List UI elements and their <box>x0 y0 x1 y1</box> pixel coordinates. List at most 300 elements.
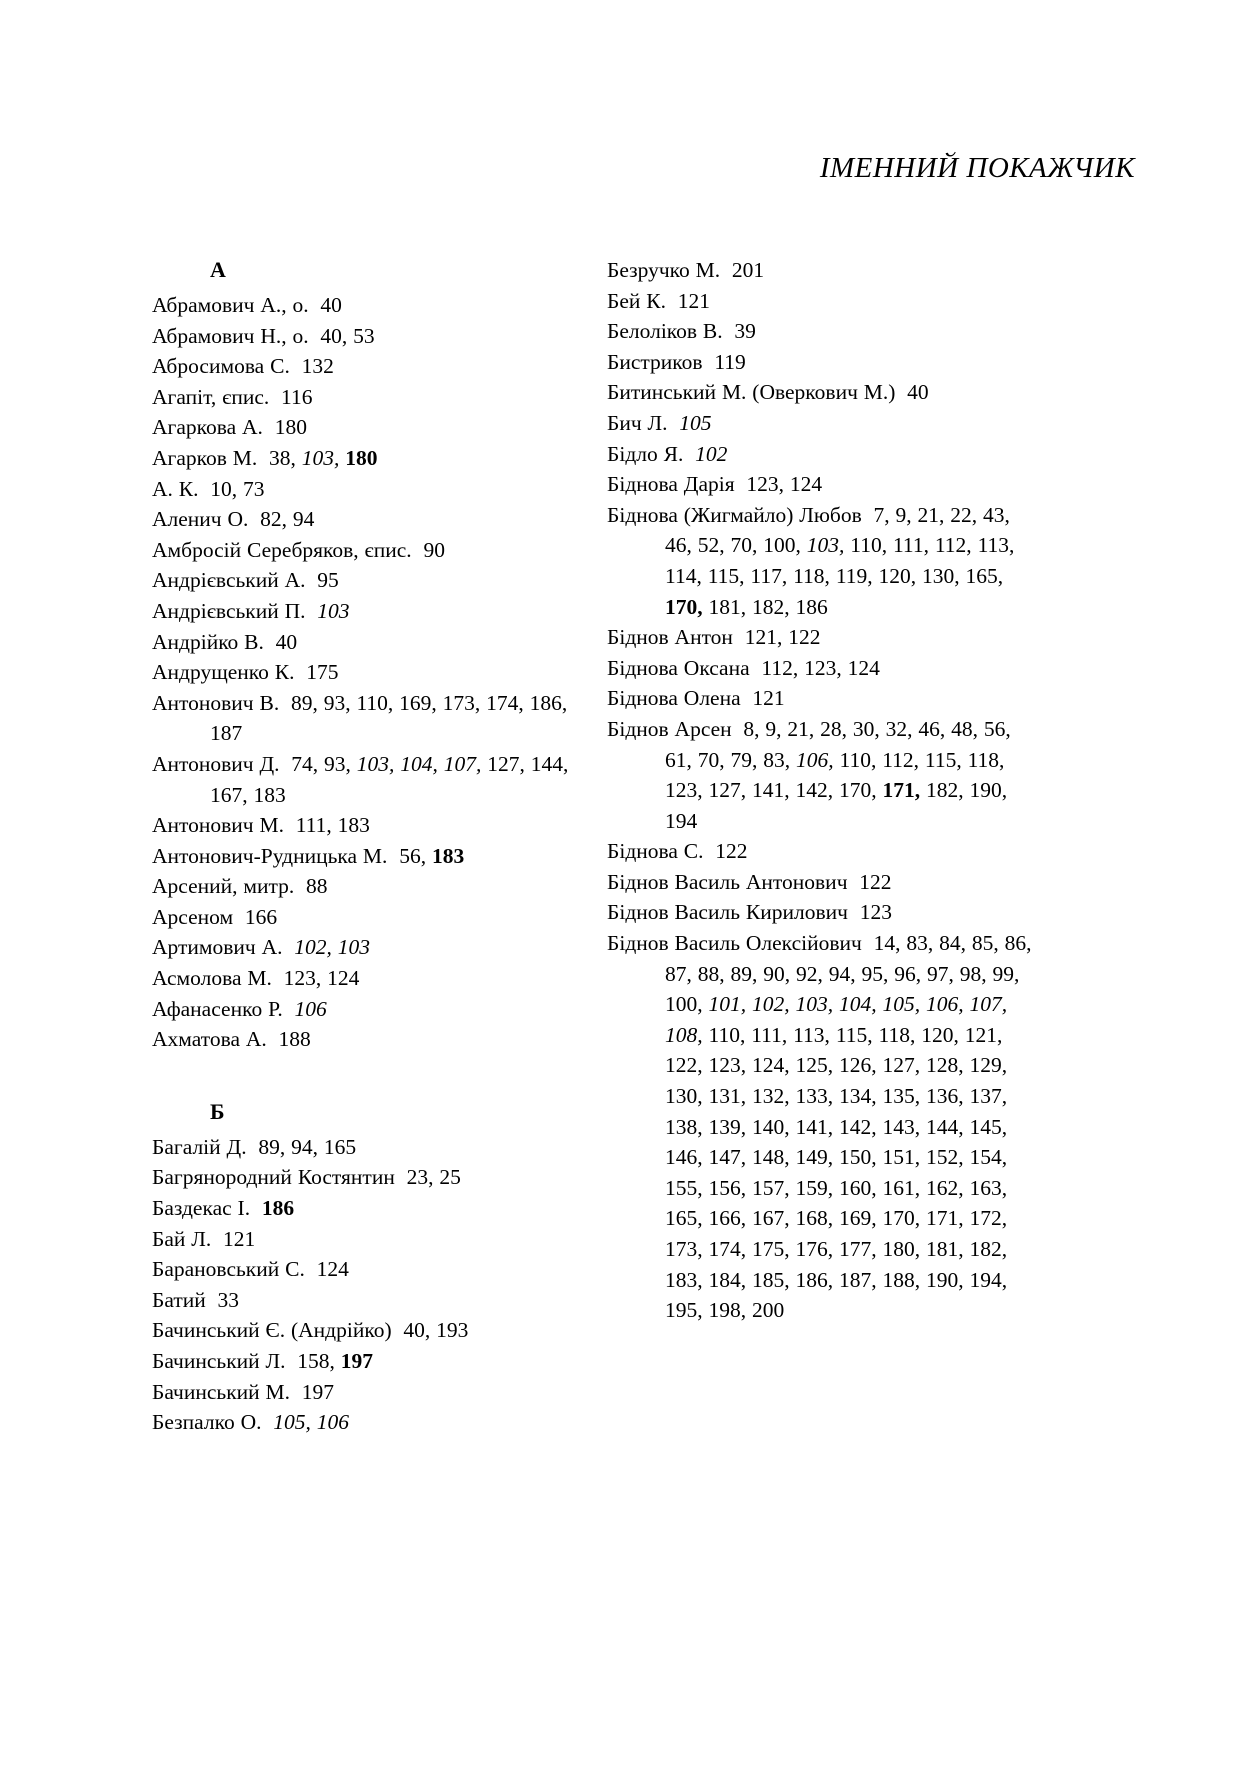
index-entry-references <box>296 813 370 837</box>
page-reference: 139, <box>708 1114 747 1139</box>
page-reference: 103 <box>317 598 350 623</box>
page-reference: 138, <box>665 1114 703 1139</box>
page-reference: 40 <box>275 629 298 654</box>
page-reference: 143, <box>882 1114 921 1139</box>
page-reference: 194, <box>969 1267 1008 1292</box>
index-entry-name: Біднова Оксана <box>607 655 750 680</box>
index-entry-name: Бистриков <box>607 349 703 374</box>
page-reference: 180 <box>274 415 307 440</box>
index-entry <box>152 871 582 902</box>
index-entry <box>152 902 582 933</box>
page-reference: 83, <box>763 747 791 772</box>
index-entry <box>152 596 582 627</box>
page-reference: 126, <box>839 1053 877 1078</box>
page-reference: 167, <box>210 782 248 807</box>
index-entry-name: Барановський С. <box>152 1257 305 1282</box>
index-entry <box>152 994 582 1025</box>
index-entry-references <box>281 385 312 409</box>
index-entry-references <box>679 411 711 435</box>
index-entry-name: Ахматова А. <box>152 1027 267 1052</box>
page-reference: 99, <box>992 961 1020 986</box>
index-entry-name: Бачинський Л. <box>152 1349 286 1373</box>
page-reference: 152, <box>926 1145 964 1170</box>
page-reference: 79, <box>730 747 758 772</box>
page-reference: 22, <box>950 502 978 527</box>
index-entry <box>607 286 1037 317</box>
page-reference: 160, <box>839 1175 877 1200</box>
page-reference: 124, <box>752 1053 790 1078</box>
index-entry <box>152 443 582 474</box>
page-reference: 74, <box>291 751 319 776</box>
page-reference: 21, <box>787 716 815 741</box>
page-reference: 119 <box>714 349 746 374</box>
index-entry-name: Андрієвський П. <box>152 598 306 623</box>
page-reference: 197 <box>340 1349 373 1373</box>
page-reference: 125, <box>795 1053 834 1078</box>
index-entry-references <box>276 630 298 654</box>
index-entry-name: Безпалко О. <box>152 1410 262 1435</box>
index-entry-name: Артимович А. <box>152 935 283 960</box>
index-entry-name: Арсений, митр. <box>152 874 295 899</box>
page-reference: 148, <box>752 1145 790 1170</box>
index-entry <box>152 535 582 566</box>
page-reference: 103, <box>806 533 845 558</box>
index-entry-name: Бідло Я. <box>607 441 684 466</box>
page-reference: 144, <box>926 1114 964 1139</box>
page-reference: 40 <box>320 293 342 317</box>
page-reference: 144, <box>530 751 569 776</box>
index-entry-name: Бачинський Є. (Андрійко) <box>152 1318 392 1343</box>
page-reference: 181, <box>708 594 747 619</box>
page-reference: 186, <box>795 1267 834 1292</box>
page-reference: 166 <box>244 904 278 929</box>
index-entry-references <box>275 415 307 439</box>
page-reference: 180, <box>882 1237 921 1261</box>
page-reference: 110, <box>356 690 394 715</box>
page-reference: 183 <box>337 813 370 838</box>
index-entry-references <box>302 354 334 378</box>
index-entry-name: Баздекас І. <box>152 1196 251 1221</box>
page-reference: 183 <box>431 843 465 868</box>
page-reference: 154, <box>969 1145 1008 1170</box>
index-entry <box>152 1132 582 1163</box>
page-reference: 107, <box>443 751 482 776</box>
page-reference: 103, <box>795 992 834 1017</box>
index-entry <box>607 653 1037 684</box>
page-reference: 130, <box>665 1084 703 1109</box>
page-reference: 135, <box>882 1084 921 1109</box>
index-entry-name: Андрущенко К. <box>152 660 295 685</box>
page-reference: 100, <box>665 992 703 1017</box>
index-entry <box>152 1162 582 1193</box>
index-entry <box>152 351 582 382</box>
page-reference: 112, <box>761 655 799 680</box>
page-reference: 122 <box>715 839 748 864</box>
index-entry-name: Біднов Арсен <box>607 716 732 741</box>
index-entry <box>152 321 582 352</box>
index-entry-references <box>258 1135 356 1159</box>
index-entry-name: Біднова (Жигмайло) Любов <box>607 502 862 527</box>
index-entry-name: Біднов Антон <box>607 625 733 650</box>
page-reference: 8, <box>743 716 760 741</box>
page-reference: 145, <box>969 1114 1008 1139</box>
index-entry-name: Безручко М. <box>607 258 721 282</box>
page-reference: 102 <box>695 441 728 466</box>
page-reference: 110, <box>839 747 877 772</box>
page-reference: 25 <box>439 1165 461 1190</box>
index-entry <box>152 1193 582 1224</box>
page-reference: 106, <box>796 747 834 772</box>
page-reference: 170, <box>839 778 877 803</box>
index-entry-name: Антонович-Рудницька М. <box>152 843 388 868</box>
page-reference: 184, <box>708 1267 747 1292</box>
index-entry-references <box>260 507 314 531</box>
index-entry-references <box>734 319 756 343</box>
index-entry-references <box>399 844 464 868</box>
page-reference: 118, <box>878 1022 916 1047</box>
page-reference: 127, <box>708 778 747 803</box>
page-reference: 48, <box>951 716 979 741</box>
page-reference: 28, <box>820 716 848 741</box>
page-reference: 111, <box>892 533 929 558</box>
index-entry <box>152 810 582 841</box>
page-reference: 87, <box>665 961 692 986</box>
index-entry-references <box>403 1318 468 1342</box>
page-reference: 123, <box>708 1053 747 1078</box>
page-reference: 103 <box>337 935 370 960</box>
page-reference: 171, <box>926 1206 964 1231</box>
page-reference: 102, <box>294 935 332 960</box>
page-reference: 174, <box>708 1237 747 1261</box>
page-reference: 30, <box>852 716 880 741</box>
page-reference: 171, <box>882 778 921 803</box>
page-reference: 131, <box>708 1084 747 1109</box>
page-reference: 83, <box>906 931 934 956</box>
index-entry-name: Аленич О. <box>152 507 249 532</box>
index-entry <box>152 657 582 688</box>
page-reference: 89, <box>258 1134 286 1159</box>
page-reference: 114, <box>665 563 702 588</box>
page-reference: 124 <box>327 966 360 991</box>
page-reference: 161, <box>882 1175 921 1200</box>
index-entry-name: Андрійко В. <box>152 629 264 654</box>
page-reference: 168, <box>795 1206 834 1231</box>
index-entry <box>607 867 1037 898</box>
page-reference: 112, <box>882 747 920 772</box>
page-reference: 73 <box>243 476 265 501</box>
page-reference: 115, <box>924 747 962 772</box>
index-entry-references <box>423 538 445 562</box>
index-entry-references <box>317 599 349 623</box>
index-entry-name: Абрамович Н., о. <box>152 323 309 348</box>
index-entry-references <box>695 442 727 466</box>
index-entry-references <box>745 625 821 649</box>
page-reference: 120, <box>921 1022 959 1047</box>
page-reference: 175, <box>752 1237 790 1261</box>
index-entry <box>607 897 1037 928</box>
page-reference: 94, <box>291 1134 318 1159</box>
page-reference: 119, <box>835 563 873 588</box>
page-reference: 104, <box>839 992 877 1017</box>
page-reference: 85, <box>971 931 999 956</box>
page-reference: 201 <box>731 258 765 282</box>
page-reference: 88 <box>306 874 328 899</box>
index-entry-name: Батий <box>152 1287 206 1312</box>
index-entry-references <box>859 870 891 894</box>
page-reference: 195, <box>665 1298 703 1323</box>
index-entry-name: Абросимова С. <box>152 354 290 379</box>
page-reference: 40, <box>320 323 348 348</box>
page-reference: 40 <box>907 380 929 405</box>
page-reference: 183, <box>665 1267 703 1292</box>
page-title: ІМЕННИЙ ПОКАЖЧИК <box>819 152 1135 184</box>
page-reference: 149, <box>795 1145 834 1170</box>
page-reference: 172, <box>969 1206 1008 1231</box>
index-entry-name: Бачинський М. <box>152 1379 291 1404</box>
page-reference: 190, <box>969 778 1008 803</box>
page-reference: 97, <box>927 961 954 986</box>
page-reference: 98, <box>959 961 987 986</box>
page-reference: 124 <box>847 655 880 680</box>
page-reference: 121 <box>752 686 785 711</box>
page-reference: 102, <box>752 992 790 1017</box>
index-entry-name: Біднова Дарія <box>607 472 735 497</box>
page-reference: 121, <box>964 1022 1003 1047</box>
page-reference: 101, <box>708 992 747 1017</box>
index-entry <box>607 683 1037 714</box>
index-entry-references <box>284 966 360 990</box>
page-reference: 188 <box>278 1027 311 1052</box>
page-reference: 43, <box>983 502 1010 527</box>
index-entry <box>607 316 1037 347</box>
index-entry-references <box>715 839 747 863</box>
index-entry-name: Біднова С. <box>607 839 704 864</box>
section-gap <box>152 1055 582 1097</box>
page-reference: 21, <box>917 502 945 527</box>
index-entry <box>152 1315 582 1346</box>
page-reference: 90, <box>763 961 791 986</box>
page-reference: 129, <box>969 1053 1008 1078</box>
page-reference: 95, <box>861 961 889 986</box>
index-entry-name: Біднова Олена <box>607 686 741 711</box>
page-reference: 173, <box>665 1237 703 1261</box>
index-entry-name: Багалій Д. <box>152 1134 247 1159</box>
index-entry-references <box>302 1380 334 1404</box>
page-reference: 106 <box>316 1410 349 1435</box>
index-entry-references <box>317 568 339 592</box>
index-entry-name: Антонович В. <box>152 690 280 715</box>
page-reference: 185, <box>752 1267 790 1292</box>
page-reference: 169, <box>399 690 437 715</box>
index-entry <box>152 1407 582 1438</box>
page-reference: 147, <box>708 1145 747 1170</box>
page-reference: 124 <box>316 1257 349 1282</box>
index-column-left <box>152 255 582 1438</box>
page-reference: 134, <box>839 1084 877 1109</box>
page-reference: 90 <box>423 537 445 562</box>
page-reference: 123, <box>804 655 842 680</box>
page-reference: 182, <box>752 594 790 619</box>
index-entry-name: А. К. <box>152 476 199 501</box>
page-reference: 121, <box>744 625 783 650</box>
index-entry-name: Арсеном <box>152 904 234 929</box>
index-entry <box>607 500 1037 622</box>
index-entry-references <box>218 1288 240 1312</box>
index-entry-references <box>297 1349 373 1373</box>
page-reference: 130, <box>922 563 960 588</box>
page-reference: 32, <box>885 716 913 741</box>
page-reference: 122, <box>665 1053 703 1078</box>
section-letter-heading: А <box>210 257 226 282</box>
page-reference: 142, <box>839 1114 877 1139</box>
page-reference: 107, <box>969 992 1008 1017</box>
page-reference: 61, <box>665 747 692 772</box>
page-reference: 103, <box>301 445 340 470</box>
index-entry-name: Бай Л. <box>152 1226 212 1251</box>
page-reference: 127, <box>487 751 525 776</box>
page-reference: 157, <box>752 1175 790 1200</box>
index-entry <box>152 412 582 443</box>
index-entry-name: Афанасенко Р. <box>152 996 283 1021</box>
page-reference: 124 <box>789 472 823 497</box>
page-reference: 123, <box>746 472 784 497</box>
index-entry-name: Андрієвський А. <box>152 568 306 593</box>
page-reference: 123 <box>859 900 892 925</box>
index-entry-references <box>269 446 378 470</box>
page-reference: 14, <box>873 931 901 956</box>
index-entry-name: Антонович М. <box>152 813 284 838</box>
page-reference: 136, <box>926 1084 964 1109</box>
index-entry <box>152 963 582 994</box>
page-reference: 84, <box>939 931 966 956</box>
page-reference: 169, <box>839 1206 877 1231</box>
index-entry-references <box>306 874 328 898</box>
index-entry <box>607 836 1037 867</box>
index-entry <box>607 255 1037 286</box>
page-reference: 170, <box>665 594 703 619</box>
index-entry <box>152 1285 582 1316</box>
index-entry-name: Асмолова М. <box>152 966 272 991</box>
page-reference: 39 <box>734 319 756 344</box>
page-reference: 181, <box>926 1237 964 1261</box>
page-reference: 194 <box>665 808 698 833</box>
page-reference: 105 <box>679 410 712 435</box>
page-reference: 175 <box>306 660 339 685</box>
page-reference: 166, <box>708 1206 747 1231</box>
page-reference: 108, <box>665 1022 703 1047</box>
page-reference: 155, <box>665 1175 703 1200</box>
index-entry <box>152 565 582 596</box>
page-reference: 121 <box>222 1226 256 1251</box>
page-reference: 53 <box>353 323 375 348</box>
page-reference: 140, <box>752 1114 790 1139</box>
page-reference: 94, <box>828 961 856 986</box>
page-reference: 106, <box>926 992 964 1017</box>
page-reference: 188, <box>882 1267 921 1292</box>
page-reference: 100, <box>763 533 801 558</box>
page-reference: 142, <box>795 778 834 803</box>
index-entry-references <box>210 477 264 501</box>
page-reference: 111, <box>295 813 332 838</box>
page-reference: 106 <box>294 996 327 1021</box>
page-reference: 111, <box>751 1022 788 1047</box>
index-entry-references <box>223 1227 255 1251</box>
index-entry-references <box>746 472 822 496</box>
index-entry-references <box>665 931 1031 1322</box>
page-reference: 115, <box>707 563 745 588</box>
page-reference: 86, <box>1004 931 1032 956</box>
index-entry <box>152 382 582 413</box>
page-reference: 162, <box>926 1175 964 1200</box>
page-reference: 113, <box>793 1022 830 1047</box>
page-reference: 128, <box>926 1053 964 1078</box>
page-reference: 115, <box>835 1022 873 1047</box>
page-reference: 56, <box>983 716 1011 741</box>
page-reference: 132, <box>752 1084 790 1109</box>
index-entry-references <box>752 686 784 710</box>
page-reference: 120, <box>878 563 917 588</box>
page-reference: 93, <box>323 690 351 715</box>
index-entry-references <box>320 293 342 317</box>
index-entry <box>152 1346 582 1377</box>
page-reference: 158, <box>297 1349 335 1373</box>
page-reference: 167, <box>752 1206 790 1231</box>
index-entry <box>607 714 1037 836</box>
index-entry-references <box>317 1257 349 1281</box>
page-reference: 174, <box>486 690 524 715</box>
page-reference: 82, <box>260 507 288 532</box>
page-reference: 121 <box>677 288 710 313</box>
page-reference: 163, <box>969 1175 1008 1200</box>
index-entry-references <box>294 997 326 1021</box>
page-reference: 122 <box>859 869 892 894</box>
page-reference: 165 <box>323 1134 357 1159</box>
page-reference: 182, <box>969 1237 1008 1261</box>
index-entry-name: Бич Л. <box>607 410 668 435</box>
page-reference: 186 <box>795 594 828 619</box>
page-reference: 200 <box>752 1298 785 1323</box>
index-entry <box>152 504 582 535</box>
page-reference: 38, <box>269 445 296 470</box>
page-reference: 190, <box>926 1267 964 1292</box>
page-reference: 95 <box>317 568 339 593</box>
index-entry-name: Битинський М. (Оверкович М.) <box>607 380 896 405</box>
index-entry-name: Біднов Василь Антонович <box>607 869 848 894</box>
page-reference: 89, <box>730 961 758 986</box>
index-entry-name: Бей К. <box>607 288 666 313</box>
page-reference: 92, <box>796 961 823 986</box>
page-reference: 151, <box>882 1145 921 1170</box>
page-reference: 118, <box>793 563 830 588</box>
index-entry <box>152 1024 582 1055</box>
page-reference: 9, <box>765 716 782 741</box>
index-entry-name: Багрянородний Костянтин <box>152 1165 395 1190</box>
page-reference: 159, <box>795 1175 834 1200</box>
index-entry-references <box>761 656 879 680</box>
page-reference: 96, <box>894 961 922 986</box>
index-entry <box>152 1254 582 1285</box>
page-reference: 146, <box>665 1145 703 1170</box>
page-reference: 7, <box>873 502 890 527</box>
page-reference: 89, <box>290 690 318 715</box>
page-reference: 165, <box>965 563 1004 588</box>
page-reference: 133, <box>795 1084 834 1109</box>
page-reference: 33 <box>217 1287 239 1312</box>
page-reference: 127, <box>882 1053 921 1078</box>
page-reference: 9, <box>895 502 912 527</box>
page-reference: 186 <box>261 1196 295 1221</box>
page-reference: 52, <box>697 533 725 558</box>
